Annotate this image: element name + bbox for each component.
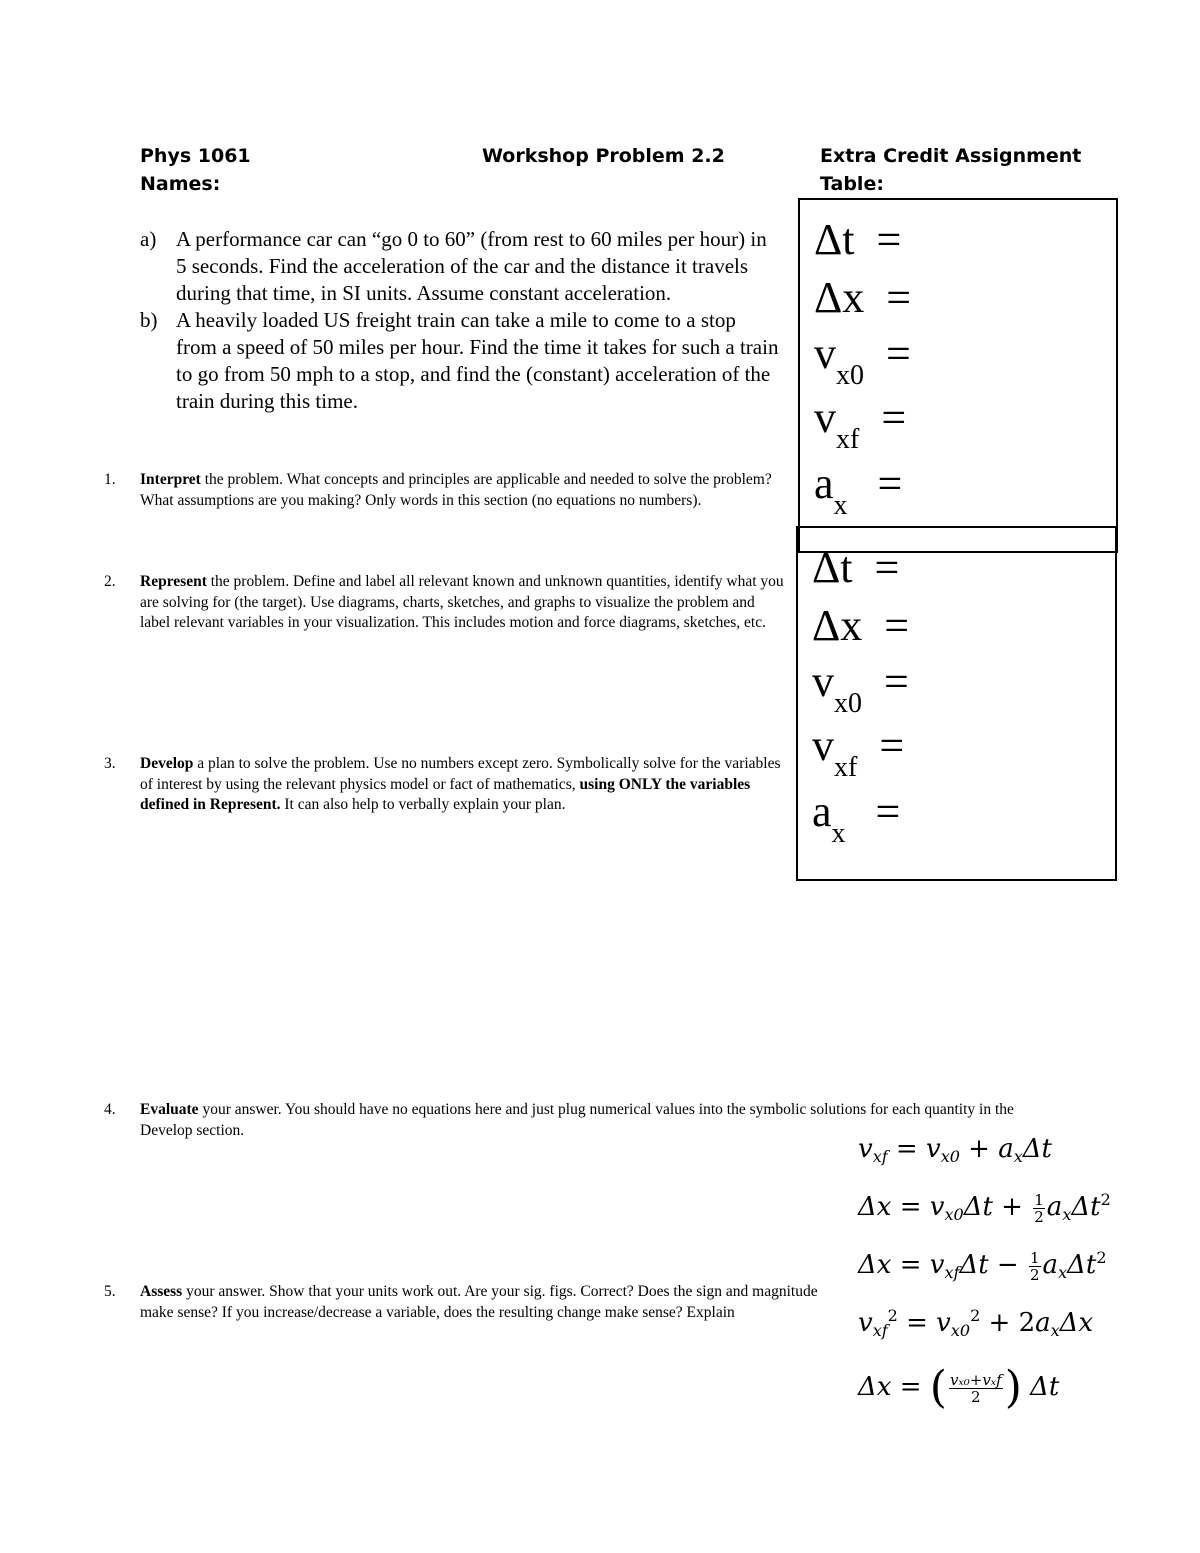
- extra-credit-note: Extra Credit Assignment: [820, 145, 1082, 167]
- step-number: 3.: [104, 755, 116, 772]
- step-number: 2.: [104, 573, 116, 590]
- equation-velocity-squared: $v_{xf}^2 = v_{x0}^2 + 2a_x\Delta x$: [858, 1306, 1094, 1340]
- step-keyword: Evaluate: [140, 1101, 199, 1118]
- problem-b: [140, 307, 780, 415]
- fraction-one-half: $\frac{1}{2}$: [1030, 1248, 1040, 1284]
- step-text: your answer. Show that your units work out. Are your sig. figs. Correct? Does the sign and magnitude make sense? If you increase/decrease a variable, does the resulting change make sense? Explain: [140, 1283, 818, 1321]
- problem-text: A heavily loaded US freight train can take a mile to come to a stop from a speed of 50 miles per hour. Find the time it takes for such a train to go from 50 mph to a stop, and find the (constant) acceleration of the train during this time.: [176, 308, 779, 413]
- problem-label: a): [140, 227, 157, 251]
- worksheet-title: Workshop Problem 2.2: [482, 145, 725, 167]
- equation-average-velocity: Δx = ( $\frac{\text{vₓ₀+vₓf}}{2}$ ) Δt: [858, 1362, 1060, 1413]
- table-a-vxf-row: $v_{xf}$ =: [814, 393, 907, 455]
- table-a-dx-row: Δx =: [814, 273, 912, 322]
- step-text-end: It can also help to verbally explain your plan.: [280, 796, 566, 813]
- step-assess: [104, 1282, 841, 1324]
- problem-text: A performance car can “go 0 to 60” (from rest to 60 miles per hour) in 5 seconds. Find the acceleration of the car and the distance it travels during that time, in SI units. Assume constant acceleration.: [176, 227, 767, 305]
- names-label: Names:: [140, 173, 221, 195]
- step-number: 1.: [104, 471, 116, 488]
- step-text: the problem. Define and label all relevant known and unknown quantities, identify what you are solving for (the target). Use diagrams, charts, sketches, and graphs to visualize the problem and label relevant variables in your visualization. This includes motion and force diagrams, sketches, etc.: [140, 573, 784, 631]
- step-text: the problem. What concepts and principles are applicable and needed to solve the problem? What assumptions are you making? Only words in this section (no equations no numbers).: [140, 471, 772, 509]
- table-a-dt-row: Δt =: [814, 215, 902, 264]
- table-b-vxf-row: $v_{xf}$ =: [812, 721, 905, 783]
- course-number: Phys 1061: [140, 145, 251, 167]
- step-keyword: Develop: [140, 755, 194, 772]
- equation-position-initial-velocity: $\Delta x = v_{x0}\Delta t$ + $\frac{1}{2}$ $a_x\Delta t^2$: [858, 1190, 1111, 1226]
- table-label: Table:: [820, 173, 884, 195]
- equation-velocity-time: $v_{xf} = v_{x0} + a_x\Delta t$: [858, 1134, 1052, 1166]
- problem-list: [140, 226, 780, 415]
- step-keyword: Assess: [140, 1283, 183, 1300]
- fraction-one-half: $\frac{1}{2}$: [1034, 1190, 1044, 1226]
- step-emphasis: using ONLY the variables defined in Represent.: [140, 775, 751, 813]
- table-b-dt-row: Δt =: [812, 543, 900, 592]
- table-b-ax-row: $a_x$ =: [812, 787, 901, 849]
- table-b-vx0-row: $v_{x0}$ =: [812, 657, 909, 719]
- equation-position-final-velocity: $\Delta x = v_{xf}\Delta t$ − $\frac{1}{2}$ $a_x\Delta t^2$: [858, 1248, 1107, 1284]
- step-text: your answer. You should have no equations here and just plug numerical values into the symbolic solutions for each quantity in the Develop section.: [140, 1101, 1014, 1139]
- fraction-average-velocity: $\frac{\text{vₓ₀+vₓf}}{2}$: [949, 1370, 1002, 1406]
- step-keyword: Represent: [140, 573, 207, 590]
- step-number: 5.: [104, 1283, 116, 1300]
- step-text: a plan to solve the problem. Use no numbers except zero. Symbolically solve for the variables of interest by using the relevant physics model or fact of mathematics,: [140, 755, 781, 793]
- table-a-ax-row: $a_x$ =: [814, 459, 903, 521]
- table-b-dx-row: Δx =: [812, 601, 910, 650]
- step-keyword: Interpret: [140, 471, 201, 488]
- problem-a: [140, 226, 780, 307]
- step-number: 4.: [104, 1101, 116, 1118]
- problem-label: b): [140, 308, 158, 332]
- table-a-vx0-row: $v_{x0}$ =: [814, 329, 911, 391]
